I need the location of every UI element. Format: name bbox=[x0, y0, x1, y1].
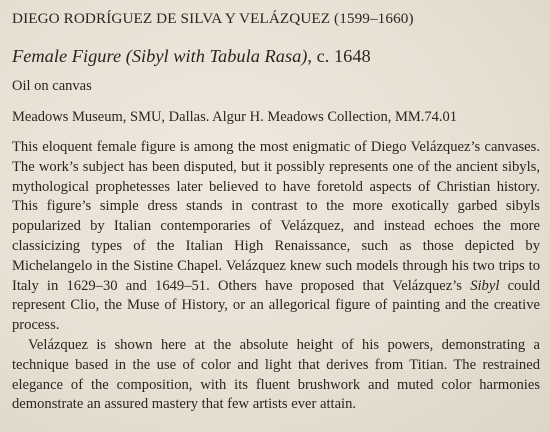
paragraph-1-text-a: This eloquent female figure is among the most enigmatic of Diego Velázquez’s canvases. The work’s subject has been disputed, but it possibly represents one of the ancient sibyls, mythological prophetesses later believed to have foretold aspects of Christian history. This figure’s simple dress stands in contrast to the more exotically garbed sibyls popularized by Italian contemporaries of Velázquez, and instead echoes the more classicizing types of the Italian High Renaissance, such as those depicted by Michelangelo in the Sistine Chapel. Velázquez knew such models through his two trips to Italy in 1629–30 and 1649–51. Others have proposed that Velázquez’s bbox=[12, 139, 540, 294]
museum-wall-label bbox=[12, 8, 540, 415]
paragraph-1-italic-sibyl: Sibyl bbox=[470, 277, 500, 294]
description-paragraph-2: Velázquez is shown here at the absolute height of his powers, demonstrating a technique based in the use of color and light that derives from Titian. The restrained elegance of the composition, with its fluent brushwork and muted color harmonies demonstrate an assured mastery that few artists ever attain. bbox=[12, 336, 540, 413]
artwork-title bbox=[12, 44, 540, 68]
description-paragraph-1 bbox=[12, 138, 540, 336]
description-text bbox=[12, 138, 540, 415]
artist-name: DIEGO RODRÍGUEZ DE SILVA Y VELÁZQUEZ (1599–1660) bbox=[12, 10, 414, 27]
artwork-date: , c. 1648 bbox=[307, 46, 371, 66]
artwork-title-italic: Female Figure (Sibyl with Tabula Rasa) bbox=[12, 46, 308, 66]
paragraph-1-text-b: could represent Clio, the Muse of History, or an allegorical figure of painting and the creative process. bbox=[12, 277, 540, 334]
credit-line: Meadows Museum, SMU, Dallas. Algur H. Meadows Collection, MM.74.01 bbox=[12, 109, 458, 125]
artwork-medium: Oil on canvas bbox=[12, 78, 92, 94]
